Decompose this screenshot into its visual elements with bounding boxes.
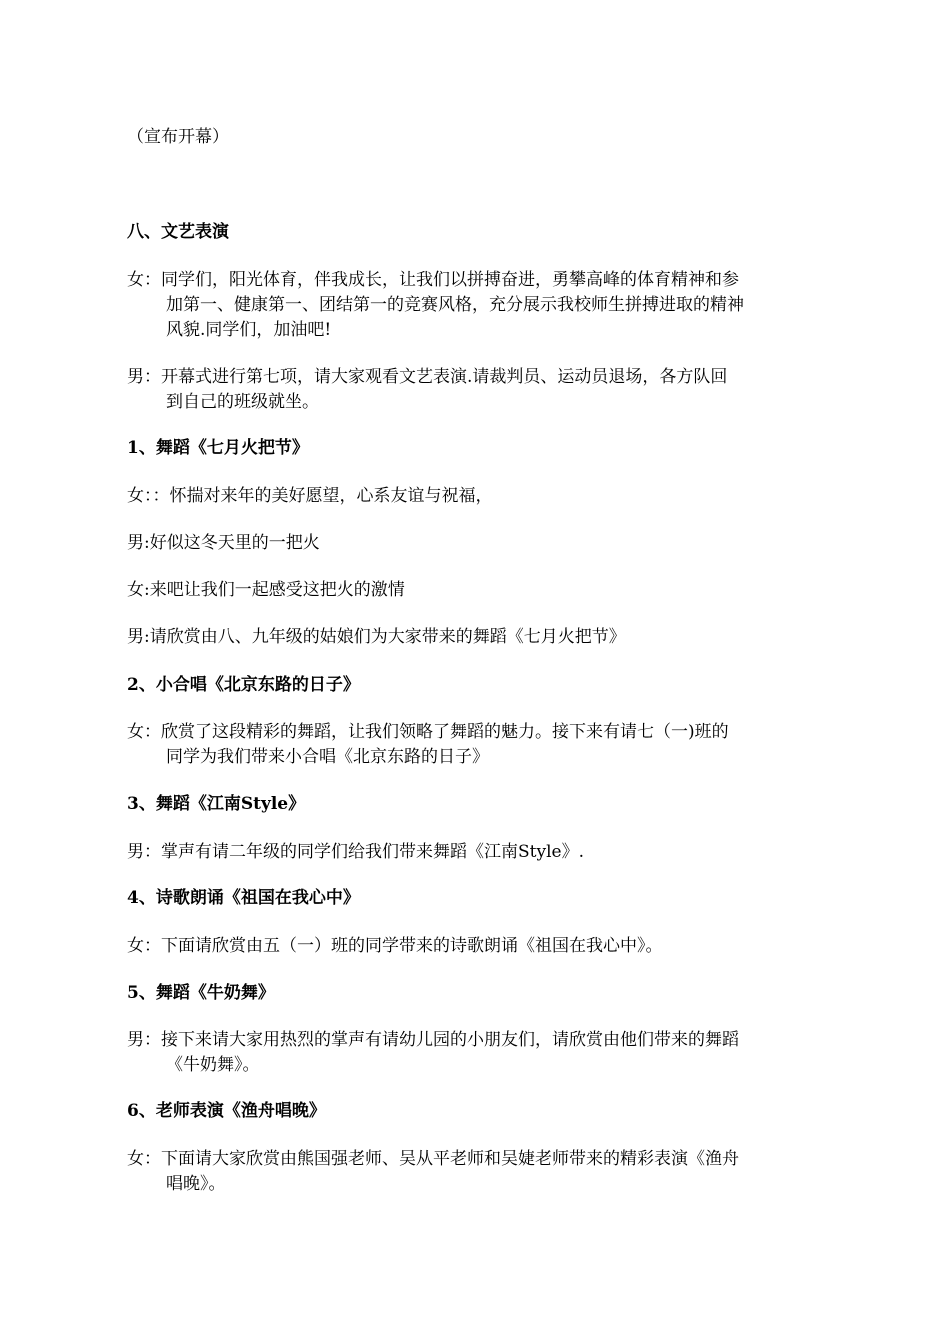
item-heading: 6、老师表演《渔舟唱晚》: [127, 1101, 326, 1121]
paragraph-line: 加第一、健康第一、团结第一的竞赛风格，充分展示我校师生拼搏进取的精神: [166, 295, 744, 315]
dialogue-line: 女:来吧让我们一起感受这把火的激情: [127, 580, 405, 600]
dialogue-line: 同学为我们带来小合唱《北京东路的日子》: [166, 747, 489, 767]
dialogue-line: 女：：怀揣对来年的美好愿望，心系友谊与祝福，: [127, 486, 493, 506]
paragraph-line: 男：开幕式进行第七项，请大家观看文艺表演.请裁判员、运动员退场，各方队回: [127, 367, 728, 387]
item-heading: 2、小合唱《北京东路的日子》: [127, 675, 360, 695]
dialogue-line: 女：下面请欣赏由五（一）班的同学带来的诗歌朗诵《祖国在我心中》。: [127, 936, 663, 956]
item-heading: 5、舞蹈《牛奶舞》: [127, 983, 275, 1003]
opening-note: （宣布开幕）: [127, 127, 229, 147]
item-heading: 4、诗歌朗诵《祖国在我心中》: [127, 888, 360, 908]
section-heading: 八、文艺表演: [127, 222, 229, 242]
dialogue-line: 男:好似这冬天里的一把火: [127, 533, 320, 553]
dialogue-line: 唱晚》。: [166, 1174, 226, 1194]
dialogue-line: 《牛奶舞》。: [166, 1055, 260, 1075]
dialogue-line: 男：接下来请大家用热烈的掌声有请幼儿园的小朋友们，请欣赏由他们带来的舞蹈: [127, 1030, 739, 1050]
dialogue-line: 女：下面请大家欣赏由熊国强老师、吴从平老师和吴婕老师带来的精彩表演《渔舟: [127, 1149, 739, 1169]
dialogue-line: 女：欣赏了这段精彩的舞蹈，让我们领略了舞蹈的魅力。接下来有请七（一)班的: [127, 722, 729, 742]
paragraph-line: 女：同学们，阳光体育，伴我成长，让我们以拼搏奋进，勇攀高峰的体育精神和参: [127, 270, 739, 290]
dialogue-line: 男:请欣赏由八、九年级的姑娘们为大家带来的舞蹈《七月火把节》: [127, 627, 626, 647]
paragraph-line: 风貌.同学们，加油吧!: [166, 320, 332, 340]
dialogue-line: 男：掌声有请二年级的同学们给我们带来舞蹈《江南Style》.: [127, 842, 584, 862]
item-heading: 1、舞蹈《七月火把节》: [127, 438, 309, 458]
item-heading: 3、舞蹈《江南Style》: [127, 794, 306, 814]
paragraph-line: 到自己的班级就坐。: [166, 392, 319, 412]
